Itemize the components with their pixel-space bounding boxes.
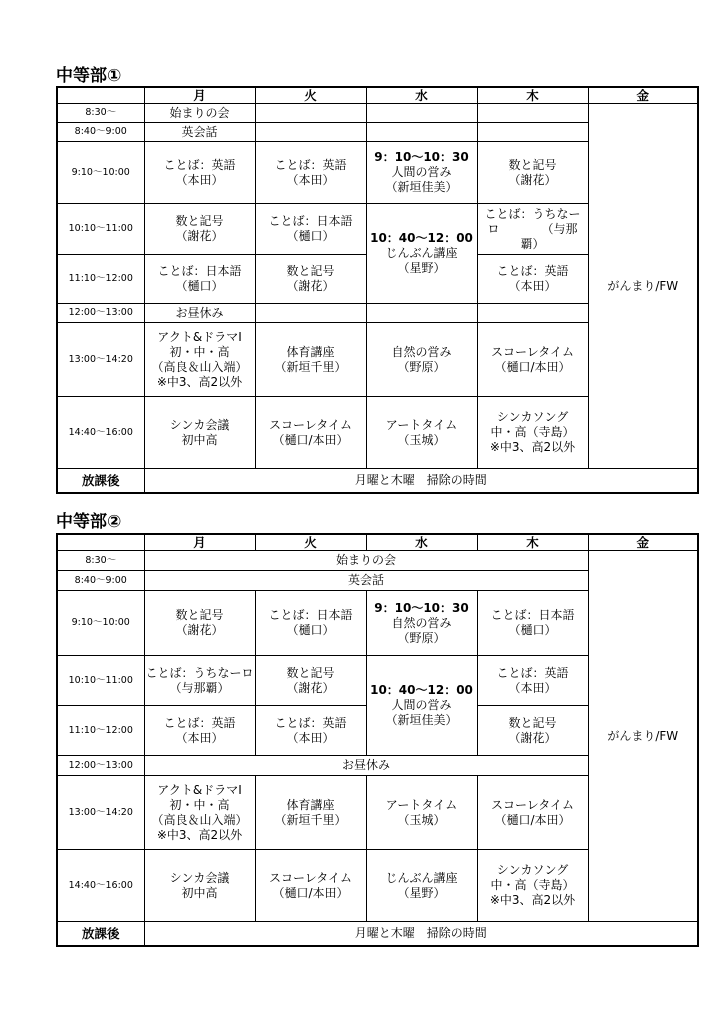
header-row <box>57 87 698 104</box>
empty-cell <box>255 104 366 123</box>
class-cell: スコーレタイム （樋口/本田） <box>477 776 588 850</box>
class-cell: 10：40～12：00 じんぶん講座 （星野） <box>366 204 477 304</box>
class-cell: ことば：英語 （本田） <box>255 142 366 204</box>
class-cell: アクト&ドラマⅠ 初・中・高 （高良＆山入端） ※中3、高2以外 <box>144 776 255 850</box>
timetable-2 <box>56 533 699 947</box>
day-header-fri: 金 <box>588 534 698 551</box>
class-cell: 10：40～12：00 人間の営み （新垣佳美） <box>366 656 477 756</box>
opening-ceremony: 始まりの会 <box>144 551 588 571</box>
after-school-label: 放課後 <box>57 469 144 493</box>
empty-cell <box>477 304 588 323</box>
time-label: 13:00～14:20 <box>57 776 144 850</box>
class-cell: ことば：英語 （本田） <box>255 706 366 756</box>
english-conversation: 英会話 <box>144 571 588 591</box>
empty-cell <box>477 123 588 142</box>
class-cell: じんぶん講座 （星野） <box>366 850 477 922</box>
friday-cell: がんまり/FW <box>588 551 698 922</box>
class-cell: シンカソング 中・高（寺島） ※中3、高2以外 <box>477 397 588 469</box>
section-title-1: 中等部① <box>56 66 122 86</box>
class-cell: ことば：英語 （本田） <box>477 656 588 706</box>
class-cell: ことば：日本語 （樋口） <box>144 255 255 304</box>
class-cell: ことば：うちなー ロ （与那 覇） <box>477 204 588 255</box>
section-title-2: 中等部② <box>56 512 122 532</box>
class-cell: 数と記号 （謝花） <box>477 142 588 204</box>
day-header-tue: 火 <box>255 534 366 551</box>
time-label: 10:10～11:00 <box>57 204 144 255</box>
table-row <box>57 104 698 123</box>
class-cell: 9：10～10：30 人間の営み （新垣佳美） <box>366 142 477 204</box>
class-cell: 数と記号 （謝花） <box>255 255 366 304</box>
class-cell: ことば：日本語 （樋口） <box>477 591 588 656</box>
class-cell: ことば：うちなーロ （与那覇） <box>144 656 255 706</box>
time-label: 12:00～13:00 <box>57 756 144 776</box>
time-label: 8:40～9:00 <box>57 571 144 591</box>
time-label: 11:10～12:00 <box>57 255 144 304</box>
after-school-text: 月曜と木曜 掃除の時間 <box>144 469 698 493</box>
table-row <box>57 551 698 571</box>
empty-cell <box>255 304 366 323</box>
class-cell: シンカソング 中・高（寺島） ※中3、高2以外 <box>477 850 588 922</box>
empty-cell <box>366 123 477 142</box>
corner-cell <box>57 87 144 104</box>
class-cell: 9：10～10：30 自然の営み （野原） <box>366 591 477 656</box>
class-cell: 数と記号 （謝花） <box>144 591 255 656</box>
class-cell: 数と記号 （謝花） <box>144 204 255 255</box>
time-label: 14:40～16:00 <box>57 850 144 922</box>
day-header-wed: 水 <box>366 87 477 104</box>
after-school-label: 放課後 <box>57 922 144 946</box>
day-header-mon: 月 <box>144 87 255 104</box>
time-label: 8:40～9:00 <box>57 123 144 142</box>
lunch-break: お昼休み <box>144 304 255 323</box>
class-cell: シンカ会議 初中高 <box>144 397 255 469</box>
class-cell: ことば：英語 （本田） <box>144 142 255 204</box>
class-cell: スコーレタイム （樋口/本田） <box>255 397 366 469</box>
class-cell: アクト&ドラマⅠ 初・中・高 （高良＆山入端） ※中3、高2以外 <box>144 323 255 397</box>
empty-cell <box>366 104 477 123</box>
empty-cell <box>366 304 477 323</box>
time-label: 11:10～12:00 <box>57 706 144 756</box>
class-cell: 数と記号 （謝花） <box>477 706 588 756</box>
class-cell: アートタイム （玉城） <box>366 397 477 469</box>
time-label: 8:30～ <box>57 104 144 123</box>
time-label: 8:30～ <box>57 551 144 571</box>
day-header-thu: 木 <box>477 534 588 551</box>
class-cell: シンカ会議 初中高 <box>144 850 255 922</box>
friday-cell: がんまり/FW <box>588 104 698 469</box>
time-label: 14:40～16:00 <box>57 397 144 469</box>
class-cell: 体育講座 （新垣千里） <box>255 323 366 397</box>
class-cell: ことば：英語 （本田） <box>144 706 255 756</box>
opening-ceremony: 始まりの会 <box>144 104 255 123</box>
after-school-row <box>57 469 698 493</box>
class-cell: 自然の営み （野原） <box>366 323 477 397</box>
time-label: 9:10～10:00 <box>57 591 144 656</box>
day-header-thu: 木 <box>477 87 588 104</box>
time-label: 12:00～13:00 <box>57 304 144 323</box>
day-header-fri: 金 <box>588 87 698 104</box>
empty-cell <box>255 123 366 142</box>
day-header-mon: 月 <box>144 534 255 551</box>
class-cell: ことば：日本語 （樋口） <box>255 204 366 255</box>
empty-cell <box>477 104 588 123</box>
class-cell: スコーレタイム （樋口/本田） <box>477 323 588 397</box>
header-row <box>57 534 698 551</box>
lunch-break: お昼休み <box>144 756 588 776</box>
time-label: 9:10～10:00 <box>57 142 144 204</box>
time-label: 10:10～11:00 <box>57 656 144 706</box>
day-header-wed: 水 <box>366 534 477 551</box>
after-school-text: 月曜と木曜 掃除の時間 <box>144 922 698 946</box>
class-cell: アートタイム （玉城） <box>366 776 477 850</box>
class-cell: スコーレタイム （樋口/本田） <box>255 850 366 922</box>
timetable-1 <box>56 86 699 494</box>
day-header-tue: 火 <box>255 87 366 104</box>
class-cell: 体育講座 （新垣千里） <box>255 776 366 850</box>
class-cell: ことば：日本語 （樋口） <box>255 591 366 656</box>
time-label: 13:00～14:20 <box>57 323 144 397</box>
class-cell: 数と記号 （謝花） <box>255 656 366 706</box>
corner-cell <box>57 534 144 551</box>
english-conversation: 英会話 <box>144 123 255 142</box>
after-school-row <box>57 922 698 946</box>
class-cell: ことば：英語 （本田） <box>477 255 588 304</box>
